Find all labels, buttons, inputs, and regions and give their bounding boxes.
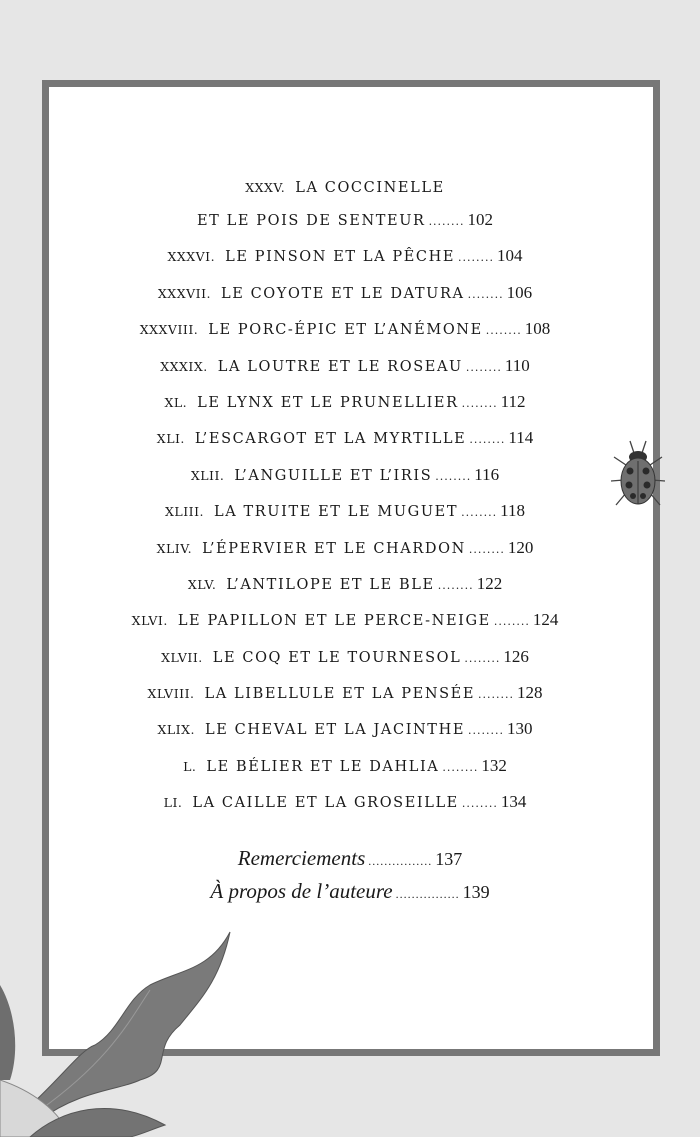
page-number: 139 <box>462 882 490 902</box>
chapter-title: L’ESCARGOT ET LA MYRTILLE <box>194 431 467 448</box>
chapter-numeral: XLVII. <box>161 649 203 665</box>
page-number: 134 <box>500 792 527 812</box>
toc-entry[interactable] <box>0 711 690 747</box>
chapter-title: LE COQ ET LE TOURNESOL <box>212 649 462 666</box>
leader-dots: ................ <box>395 887 460 901</box>
back-matter-entry[interactable] <box>0 875 700 908</box>
toc-entry[interactable] <box>0 675 690 711</box>
leader-dots: ........ <box>464 651 501 665</box>
chapter-numeral: XXXVII. <box>157 285 211 301</box>
chapter-title: LA CAILLE ET LA GROSEILLE <box>192 795 459 812</box>
chapter-numeral: XLII. <box>190 467 225 483</box>
chapter-title: LE LYNX ET LE PRUNELLIER <box>197 394 459 411</box>
page-number: 108 <box>524 319 551 339</box>
chapter-numeral: XXXVIII. <box>139 322 199 338</box>
page-number: 132 <box>481 755 507 775</box>
chapter-numeral: XLV. <box>187 576 217 592</box>
leader-dots: ................ <box>368 854 433 868</box>
page-number: 106 <box>506 282 533 302</box>
page-number: 122 <box>476 573 503 593</box>
chapter-title: LA TRUITE ET LE MUGUET <box>214 504 459 521</box>
chapter-title: LE PAPILLON ET LE PERCE-NEIGE <box>177 613 491 630</box>
leader-dots: ........ <box>478 688 515 702</box>
chapter-numeral: XLIX. <box>157 722 195 738</box>
leader-dots: ........ <box>469 433 506 447</box>
entry-title: À propos de l’auteure <box>210 879 393 903</box>
toc-entry[interactable] <box>0 420 690 456</box>
chapter-numeral: XL. <box>164 394 188 410</box>
back-matter <box>0 842 700 908</box>
page-number: 120 <box>507 537 534 557</box>
chapter-numeral: XXXIX. <box>160 358 208 374</box>
chapter-numeral: XLVI. <box>131 613 168 629</box>
page-number: 102 <box>467 210 494 229</box>
toc-entry[interactable] <box>0 602 690 638</box>
toc-entry[interactable] <box>0 639 690 675</box>
leader-dots: ........ <box>442 760 479 774</box>
page-number: 110 <box>504 355 530 375</box>
toc-entry[interactable] <box>0 202 690 238</box>
chapter-title: LA LIBELLULE ET LA PENSÉE <box>204 686 476 703</box>
page-number: 118 <box>500 501 525 521</box>
toc-entry[interactable] <box>0 530 690 566</box>
toc-entry[interactable] <box>0 384 690 420</box>
chapter-title: L’ANTILOPE ET LE BLE <box>226 576 435 593</box>
chapter-title: LE COYOTE ET LE DATURA <box>220 285 465 302</box>
back-matter-entry[interactable] <box>0 842 700 875</box>
toc-entry[interactable] <box>0 311 690 347</box>
chapter-numeral: XLVIII. <box>147 686 195 702</box>
toc-entry[interactable] <box>0 238 690 274</box>
chapter-numeral: XLIII. <box>165 504 204 520</box>
page-number: 114 <box>508 428 534 448</box>
toc-entry[interactable] <box>0 457 690 493</box>
page-number: 124 <box>532 610 559 630</box>
leader-dots: ........ <box>485 324 522 338</box>
chapter-numeral: LI. <box>163 795 183 811</box>
chapter-title: LE PINSON ET LA PÊCHE <box>225 249 456 266</box>
ladybug-icon <box>608 435 668 525</box>
page-number: 137 <box>435 849 463 869</box>
toc-entry[interactable] <box>0 784 690 820</box>
leader-dots: ........ <box>435 469 472 483</box>
chapter-title: L’ANGUILLE ET L’IRIS <box>234 467 433 484</box>
chapter-title: LA COCCINELLE <box>295 180 445 196</box>
page-number: 112 <box>500 391 526 411</box>
page-number: 128 <box>517 683 543 703</box>
chapter-numeral: XXXV. <box>245 180 286 195</box>
entry-title: Remerciements <box>237 846 366 870</box>
leader-dots: ........ <box>437 578 474 592</box>
chapter-title: LE PORC-ÉPIC ET L’ANÉMONE <box>208 322 483 339</box>
leader-dots: ........ <box>461 797 498 811</box>
chapter-title: LA LOUTRE ET LE ROSEAU <box>217 358 463 375</box>
toc-entry-line1 <box>0 174 690 202</box>
leader-dots: ........ <box>461 506 498 520</box>
page-number: 116 <box>474 464 500 484</box>
chapter-numeral: XLIV. <box>156 540 193 556</box>
leader-dots: ........ <box>468 542 505 556</box>
chapter-title: LE BÉLIER ET LE DAHLIA <box>206 758 440 775</box>
leader-dots: ........ <box>458 251 495 265</box>
chapter-numeral: XLI. <box>156 431 185 447</box>
chapter-numeral: XXXVI. <box>167 249 216 265</box>
page-number: 130 <box>507 719 533 739</box>
leader-dots: ........ <box>468 724 504 738</box>
chapter-numeral: L. <box>183 758 197 774</box>
leader-dots: ........ <box>465 360 502 374</box>
chapter-title: LE CHEVAL ET LA JACINTHE <box>205 722 466 739</box>
table-of-contents <box>0 174 690 821</box>
chapter-title: ET LE POIS DE SENTEUR <box>196 213 426 229</box>
leader-dots: ........ <box>493 615 530 629</box>
toc-entry[interactable] <box>0 566 690 602</box>
page-number: 104 <box>497 246 523 266</box>
toc-entry[interactable] <box>0 493 690 529</box>
leader-dots: ........ <box>428 215 465 228</box>
leader-dots: ........ <box>467 287 504 301</box>
leaf-illustration <box>0 930 240 1137</box>
leader-dots: ........ <box>461 396 498 410</box>
chapter-title: L’ÉPERVIER ET LE CHARDON <box>202 540 466 557</box>
page-number: 126 <box>503 646 529 666</box>
toc-entry[interactable] <box>0 748 690 784</box>
toc-entry[interactable] <box>0 348 690 384</box>
toc-entry[interactable] <box>0 275 690 311</box>
